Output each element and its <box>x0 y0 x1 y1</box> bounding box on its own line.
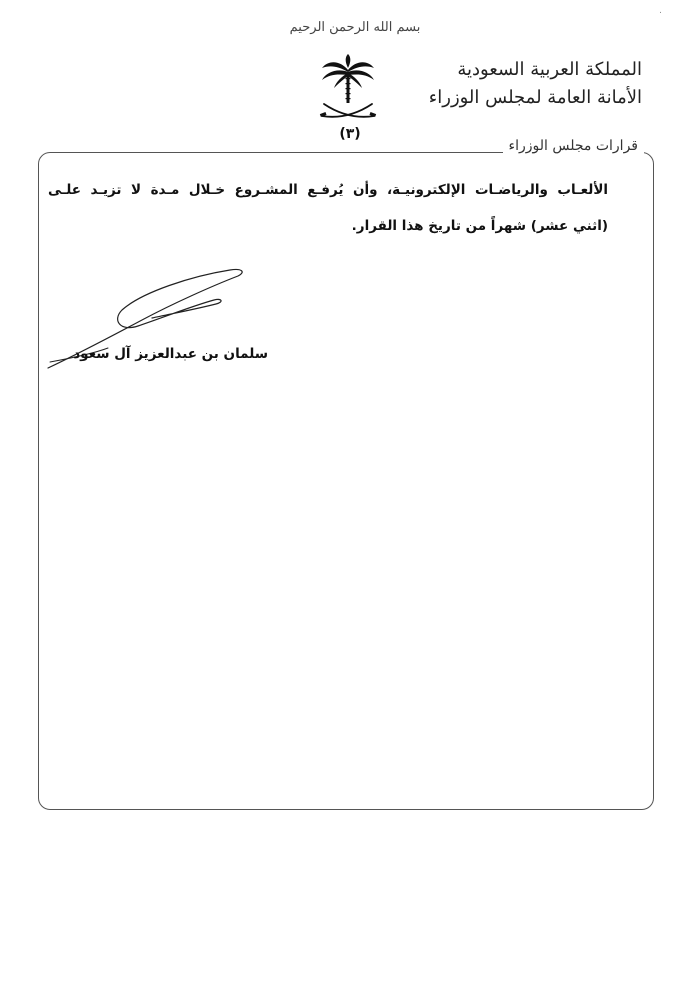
decision-body <box>48 172 608 244</box>
signer-name: سلمان بن عبدالعزيز آل سعود <box>73 346 268 362</box>
organization-header <box>428 56 642 112</box>
basmala: بسم الله الرحمن الرحيم <box>289 20 421 35</box>
page-number: (٣) <box>339 126 361 142</box>
body-line-2: (اثني عشر) شهراً من تاريخ هذا القرار. <box>351 218 608 234</box>
frame-label: قرارات مجلس الوزراء <box>503 138 644 154</box>
org-line-secretariat: الأمانة العامة لمجلس الوزراء <box>428 87 642 108</box>
body-line-1: الألعـاب والرياضـات الإلكترونيـة، وأن يُرفـع المشـروع خـلال مـدة لا تزيـد علـى <box>48 182 608 198</box>
corner-mark: . <box>659 6 662 16</box>
palm-swords-emblem-icon <box>316 54 380 126</box>
org-line-kingdom: المملكة العربية السعودية <box>457 59 642 80</box>
document-frame <box>38 152 654 810</box>
